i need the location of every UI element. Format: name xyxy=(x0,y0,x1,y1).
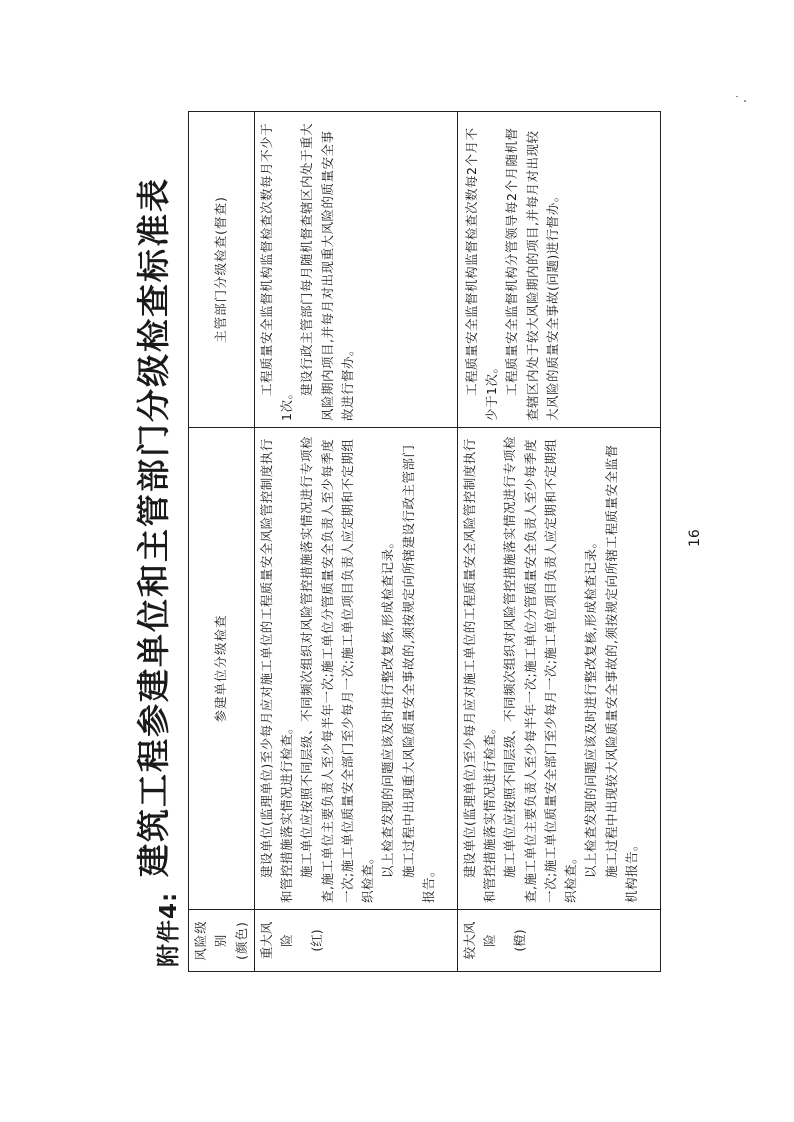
header-risk-level xyxy=(189,910,255,972)
supervisors-check-cell xyxy=(457,112,660,428)
participants-paragraph: 施工单位应按照不同层级、不同频次组织对风险管控措施落实情况进行专项检查,施工单位主要负责人至少每半年一次;施工单位分管质量安全负责人至少每季度一次;施工单位质量安全部门至少每月一次;施工单位项目负责人应定期和不定期组织检查。 xyxy=(299,435,375,903)
supervisors-paragraph: 工程质量安全监督机构监督检查次数每月不少于1次。 xyxy=(258,122,294,421)
supervisors-paragraph: 工程质量安全监督机构监督检查次数每2个月不少于1次。 xyxy=(463,127,500,421)
participants-paragraph: 施工单位应按照不同层级、不同频次组织对风险管控措施落实情况进行专项检查,施工单位主要负责人至少每半年一次;施工单位分管质量安全负责人至少每季度一次;施工单位质量安全部门至少每月一次;施工单位项目负责人应定期和不定期组织检查。 xyxy=(502,435,579,903)
risk-level-cell xyxy=(254,910,457,972)
header-risk-level-label: 风险级别 xyxy=(193,920,229,961)
supervisors-check-cell xyxy=(254,112,457,428)
risk-level-name: 较大风险 xyxy=(461,921,498,960)
supervisors-paragraph: 工程质量安全监督机构分管领导每2个月随机督查辖区内处于较大风险期内的项目,并每月对出现较大风险的质量安全事故(问题)进行督办。 xyxy=(504,127,560,421)
inspection-standard-table xyxy=(188,111,661,972)
scan-speck xyxy=(744,100,746,102)
header-risk-level-sub: (颜色) xyxy=(233,921,249,960)
scan-speck xyxy=(736,96,738,97)
attachment-label: 附件4: xyxy=(156,891,182,967)
table-header-row xyxy=(189,112,255,972)
risk-level-color: (橙) xyxy=(512,929,528,952)
participants-check-cell xyxy=(254,428,457,910)
table-row-major-risk xyxy=(254,112,457,972)
supervisors-paragraph: 建设行政主管部门每月随机督查辖区内处于重大风险期内项目,并每月对出现重大风险的质量安全事故进行督办。 xyxy=(299,122,355,421)
participants-paragraph: 以上检查发现的问题应该及时进行整改复核,形成检查记录。 xyxy=(380,535,396,878)
participants-paragraph: 施工过程中出现较大风险质量安全事故的,须按规定向所辖工程质量安全监督机构报告。 xyxy=(603,444,639,903)
page-number: 16 xyxy=(687,529,703,547)
risk-level-cell xyxy=(457,910,660,972)
risk-level-name: 重大风险 xyxy=(258,921,294,960)
table-row-larger-risk xyxy=(457,112,660,972)
risk-level-color: (红) xyxy=(309,929,325,952)
header-supervisors: 主管部门分级检查(督查) xyxy=(189,112,255,428)
document-title: 建筑工程参建单位和主管部门分级检查标准表 xyxy=(134,177,173,877)
participants-paragraph: 以上检查发现的问题应该及时进行整改复核,形成检查记录。 xyxy=(583,535,599,878)
participants-paragraph: 建设单位(监理单位)至少每月应对施工单位的工程质量安全风险管控制度执行和管控措施落实情况进行检查。 xyxy=(258,438,294,903)
participants-paragraph: 建设单位(监理单位)至少每月应对施工单位的工程质量安全风险管控制度执行和管控措施落实情况进行检查。 xyxy=(461,438,498,903)
header-participants: 参建单位分级检查 xyxy=(189,428,255,910)
participants-paragraph: 施工过程中出现重大风险质量安全事故的,须按规定向所辖建设行政主管部门报告。 xyxy=(400,444,436,903)
participants-check-cell xyxy=(457,428,660,910)
